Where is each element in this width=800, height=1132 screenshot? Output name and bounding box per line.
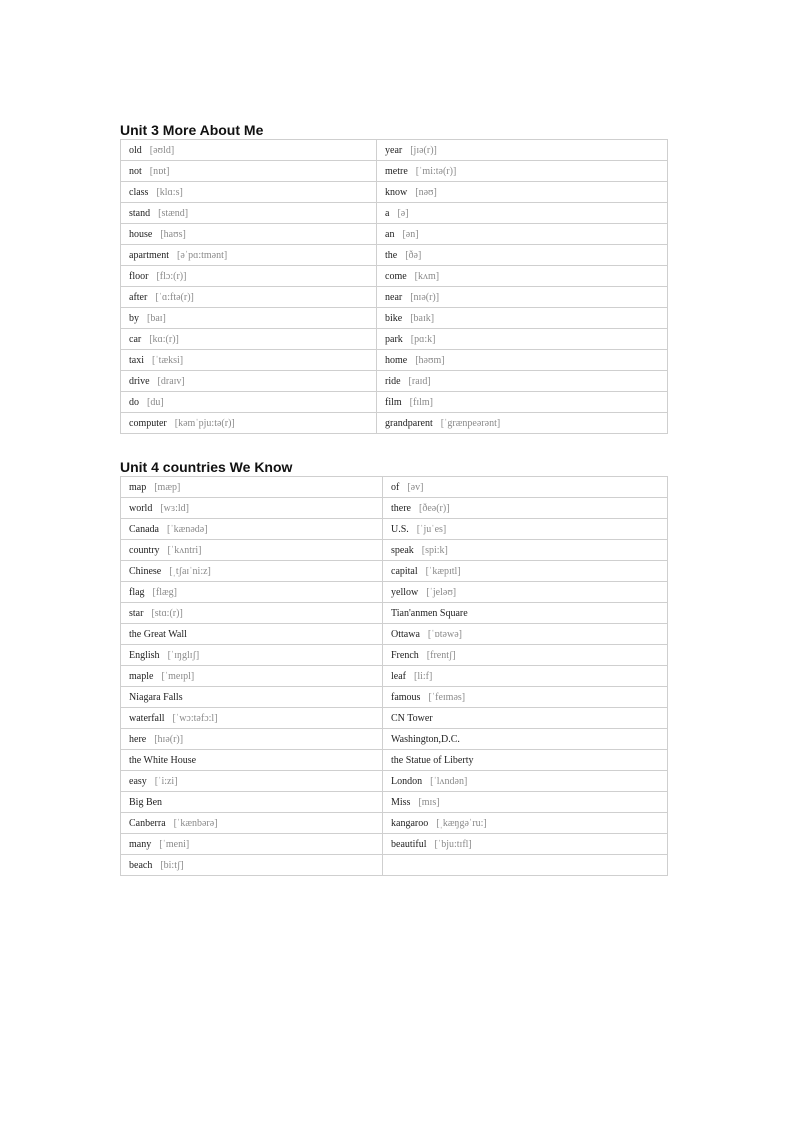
vocab-cell xyxy=(383,855,668,876)
vocab-cell xyxy=(121,329,377,350)
vocab-phonetic: [əv] xyxy=(407,481,424,493)
vocab-word: grandparent xyxy=(385,417,433,429)
vocab-word: star xyxy=(129,607,144,619)
vocab-cell xyxy=(121,203,377,224)
vocab-cell xyxy=(377,224,668,245)
vocab-cell xyxy=(121,161,377,182)
vocab-phonetic: [ˈɒtəwə] xyxy=(427,628,462,640)
vocab-phonetic: [ən] xyxy=(402,228,419,240)
vocab-phonetic: [ˌkæŋgəˈru:] xyxy=(436,817,487,829)
vocab-phonetic: [ˈmi:tə(r)] xyxy=(415,165,457,177)
vocab-phonetic: [haʊs] xyxy=(160,228,186,240)
vocab-cell xyxy=(377,140,668,161)
vocab-phonetic: [flæg] xyxy=(152,586,177,598)
vocab-word: map xyxy=(129,481,147,493)
vocab-word: class xyxy=(129,186,149,198)
vocab-cell xyxy=(383,603,668,624)
vocab-phonetic: [stɑ:(r)] xyxy=(151,607,183,619)
vocab-cell xyxy=(121,392,377,413)
vocab-cell xyxy=(377,266,668,287)
vocab-word: Ottawa xyxy=(391,628,420,640)
vocab-word: maple xyxy=(129,670,154,682)
vocab-phonetic: [ˈlʌndən] xyxy=(430,775,468,787)
vocab-word: CN Tower xyxy=(391,712,433,724)
vocab-cell xyxy=(121,266,377,287)
vocab-phonetic: [li:f] xyxy=(414,670,433,682)
vocab-cell xyxy=(121,834,383,855)
vocab-word: floor xyxy=(129,270,149,282)
unit4-section xyxy=(120,458,667,876)
vocab-cell xyxy=(383,582,668,603)
vocab-cell xyxy=(121,413,377,434)
vocab-word: Tian'anmen Square xyxy=(391,607,468,619)
vocab-word: drive xyxy=(129,375,150,387)
vocab-cell xyxy=(383,771,668,792)
vocab-word: world xyxy=(129,502,153,514)
table-row xyxy=(121,477,668,498)
vocab-phonetic: [əʊld] xyxy=(149,144,175,156)
vocab-word: Washington,D.C. xyxy=(391,733,460,745)
vocab-cell xyxy=(121,140,377,161)
table-row xyxy=(121,834,668,855)
vocab-word: country xyxy=(129,544,160,556)
vocab-cell xyxy=(121,287,377,308)
vocab-word: do xyxy=(129,396,139,408)
vocab-cell xyxy=(377,413,668,434)
vocab-cell xyxy=(383,498,668,519)
vocab-cell xyxy=(121,687,383,708)
table-row xyxy=(121,266,668,287)
vocab-word: Canberra xyxy=(129,817,166,829)
vocab-cell xyxy=(383,813,668,834)
vocab-phonetic: [mɪs] xyxy=(418,796,440,808)
vocab-word: famous xyxy=(391,691,421,703)
vocab-word: there xyxy=(391,502,411,514)
vocab-word: near xyxy=(385,291,403,303)
vocab-word: ride xyxy=(385,375,401,387)
vocab-cell xyxy=(383,708,668,729)
vocab-word: the Great Wall xyxy=(129,628,187,640)
vocab-word: beach xyxy=(129,859,153,871)
vocab-word: film xyxy=(385,396,402,408)
vocab-word: easy xyxy=(129,775,147,787)
vocab-phonetic: [baɪk] xyxy=(410,312,435,324)
vocab-cell xyxy=(121,771,383,792)
vocab-cell xyxy=(383,624,668,645)
vocab-phonetic: [ˈmeni] xyxy=(159,838,190,850)
vocab-cell xyxy=(121,308,377,329)
table-row xyxy=(121,308,668,329)
table-row xyxy=(121,687,668,708)
vocab-phonetic: [ˈkænbərə] xyxy=(173,817,218,829)
table-row xyxy=(121,245,668,266)
vocab-word: an xyxy=(385,228,395,240)
vocab-word: London xyxy=(391,775,423,787)
vocab-cell xyxy=(121,603,383,624)
unit3-section xyxy=(120,121,667,434)
vocab-cell xyxy=(121,540,383,561)
vocab-word: stand xyxy=(129,207,151,219)
vocab-cell xyxy=(121,645,383,666)
vocab-cell xyxy=(377,287,668,308)
vocab-word: metre xyxy=(385,165,408,177)
vocab-word: bike xyxy=(385,312,403,324)
table-row xyxy=(121,140,668,161)
vocab-phonetic: [nɒt] xyxy=(149,165,170,177)
vocab-cell xyxy=(377,392,668,413)
table-row xyxy=(121,666,668,687)
vocab-phonetic: [ˈkʌntri] xyxy=(167,544,202,556)
table-row xyxy=(121,771,668,792)
vocab-word: the xyxy=(385,249,398,261)
vocab-word: yellow xyxy=(391,586,419,598)
vocab-phonetic: [nɪə(r)] xyxy=(410,291,440,303)
vocab-phonetic: [hɪə(r)] xyxy=(154,733,184,745)
vocab-phonetic: [ˈwɔ:təfɔ:l] xyxy=(172,712,218,724)
vocab-word: kangaroo xyxy=(391,817,429,829)
vocab-cell xyxy=(121,498,383,519)
unit3-vocab-table xyxy=(120,139,668,434)
vocab-word: flag xyxy=(129,586,145,598)
vocab-cell xyxy=(121,519,383,540)
vocab-cell xyxy=(121,245,377,266)
vocab-phonetic: [ə] xyxy=(397,207,409,219)
vocab-phonetic: [kəmˈpju:tə(r)] xyxy=(174,417,235,429)
vocab-phonetic: [ˈɑ:ftə(r)] xyxy=(155,291,194,303)
vocab-cell xyxy=(121,477,383,498)
table-row xyxy=(121,708,668,729)
vocab-cell xyxy=(377,161,668,182)
vocab-phonetic: [fɪlm] xyxy=(409,396,433,408)
vocab-cell xyxy=(383,666,668,687)
vocab-cell xyxy=(383,519,668,540)
vocab-word: come xyxy=(385,270,407,282)
vocab-phonetic: [frentʃ] xyxy=(426,649,456,661)
vocab-phonetic: [ˈkænədə] xyxy=(167,523,208,535)
vocab-phonetic: [du] xyxy=(147,396,164,408)
vocab-phonetic: [mæp] xyxy=(154,481,181,493)
table-row xyxy=(121,371,668,392)
table-row xyxy=(121,287,668,308)
vocab-word: know xyxy=(385,186,408,198)
vocab-word: many xyxy=(129,838,152,850)
table-row xyxy=(121,161,668,182)
vocab-word: computer xyxy=(129,417,167,429)
vocab-cell xyxy=(383,792,668,813)
table-row xyxy=(121,413,668,434)
vocab-phonetic: [həʊm] xyxy=(415,354,445,366)
vocab-word: the Statue of Liberty xyxy=(391,754,474,766)
vocab-cell xyxy=(121,708,383,729)
vocab-cell xyxy=(383,687,668,708)
vocab-cell xyxy=(383,834,668,855)
vocab-cell xyxy=(121,582,383,603)
vocab-phonetic: [draɪv] xyxy=(157,375,185,387)
table-row xyxy=(121,813,668,834)
vocab-phonetic: [spi:k] xyxy=(421,544,448,556)
vocab-word: old xyxy=(129,144,142,156)
table-row xyxy=(121,855,668,876)
vocab-word: Niagara Falls xyxy=(129,691,183,703)
table-row xyxy=(121,792,668,813)
vocab-phonetic: [klɑ:s] xyxy=(156,186,183,198)
table-row xyxy=(121,750,668,771)
vocab-cell xyxy=(377,203,668,224)
vocab-phonetic: [əˈpɑ:tmənt] xyxy=(176,249,228,261)
table-row xyxy=(121,203,668,224)
vocab-phonetic: [ˈi:zi] xyxy=(154,775,178,787)
vocab-phonetic: [ˈkæpɪtl] xyxy=(425,565,461,577)
table-row xyxy=(121,329,668,350)
vocab-phonetic: [ˈtæksi] xyxy=(152,354,184,366)
vocab-word: Canada xyxy=(129,523,159,535)
vocab-word: beautiful xyxy=(391,838,427,850)
vocab-phonetic: [ðeə(r)] xyxy=(419,502,450,514)
table-row xyxy=(121,182,668,203)
table-row xyxy=(121,392,668,413)
vocab-cell xyxy=(383,750,668,771)
vocab-word: here xyxy=(129,733,147,745)
vocab-word: French xyxy=(391,649,419,661)
table-row xyxy=(121,224,668,245)
vocab-cell xyxy=(377,350,668,371)
vocab-word: English xyxy=(129,649,160,661)
vocab-cell xyxy=(377,182,668,203)
vocab-word: house xyxy=(129,228,153,240)
vocab-cell xyxy=(383,645,668,666)
vocab-cell xyxy=(121,624,383,645)
vocab-word: speak xyxy=(391,544,414,556)
vocab-cell xyxy=(377,308,668,329)
vocab-cell xyxy=(121,182,377,203)
vocab-phonetic: [flɔ:(r)] xyxy=(156,270,187,282)
vocab-word: U.S. xyxy=(391,523,409,535)
vocab-phonetic: [ˌtʃaɪˈni:z] xyxy=(169,565,211,577)
vocab-cell xyxy=(121,224,377,245)
vocab-word: park xyxy=(385,333,403,345)
vocab-word: the White House xyxy=(129,754,197,766)
vocab-word: Chinese xyxy=(129,565,162,577)
vocab-cell xyxy=(121,729,383,750)
vocab-word: of xyxy=(391,481,400,493)
vocab-cell xyxy=(383,477,668,498)
vocab-phonetic: [jɪə(r)] xyxy=(410,144,437,156)
vocab-cell xyxy=(121,666,383,687)
unit4-vocab-table xyxy=(120,476,668,876)
table-row xyxy=(121,540,668,561)
vocab-cell xyxy=(121,561,383,582)
vocab-phonetic: [ðə] xyxy=(405,249,422,261)
vocab-cell xyxy=(121,350,377,371)
table-row xyxy=(121,645,668,666)
vocab-word: leaf xyxy=(391,670,406,682)
unit4-title: Unit 4 countries We Know xyxy=(120,459,293,475)
table-row xyxy=(121,582,668,603)
vocab-word: capital xyxy=(391,565,418,577)
vocab-phonetic: [ˈgrænpeərənt] xyxy=(440,417,501,429)
vocab-word: taxi xyxy=(129,354,144,366)
vocab-word: not xyxy=(129,165,142,177)
vocab-phonetic: [bi:tʃ] xyxy=(160,859,184,871)
vocab-phonetic: [ˈjuˈes] xyxy=(416,523,447,535)
vocab-cell xyxy=(383,540,668,561)
vocab-word: Big Ben xyxy=(129,796,163,808)
vocab-cell xyxy=(377,329,668,350)
vocab-phonetic: [ˈfeɪməs] xyxy=(428,691,466,703)
table-row xyxy=(121,519,668,540)
vocab-cell xyxy=(121,813,383,834)
vocab-cell xyxy=(377,371,668,392)
vocab-phonetic: [kʌm] xyxy=(414,270,440,282)
vocab-cell xyxy=(377,245,668,266)
vocab-word: year xyxy=(385,144,403,156)
table-row xyxy=(121,498,668,519)
vocab-cell xyxy=(121,371,377,392)
vocab-cell xyxy=(383,729,668,750)
table-row xyxy=(121,561,668,582)
vocab-cell xyxy=(121,855,383,876)
vocab-phonetic: [wɜ:ld] xyxy=(160,502,189,514)
vocab-phonetic: [nəʊ] xyxy=(415,186,437,198)
vocab-phonetic: [ˈɪŋglɪʃ] xyxy=(167,649,200,661)
vocab-phonetic: [raɪd] xyxy=(408,375,431,387)
table-row xyxy=(121,603,668,624)
vocab-cell xyxy=(383,561,668,582)
vocab-word: car xyxy=(129,333,142,345)
vocab-word: after xyxy=(129,291,148,303)
vocab-phonetic: [pɑ:k] xyxy=(410,333,436,345)
vocab-phonetic: [ˈbju:tɪfl] xyxy=(434,838,472,850)
vocab-phonetic: [ˈjeləʊ] xyxy=(426,586,457,598)
vocab-word: a xyxy=(385,207,390,219)
vocab-word: waterfall xyxy=(129,712,165,724)
unit3-title: Unit 3 More About Me xyxy=(120,122,264,138)
vocab-word: apartment xyxy=(129,249,169,261)
vocab-phonetic: [baɪ] xyxy=(147,312,166,324)
vocab-phonetic: [kɑ:(r)] xyxy=(149,333,179,345)
vocab-word: Miss xyxy=(391,796,411,808)
vocab-word: by xyxy=(129,312,139,324)
vocab-word: home xyxy=(385,354,408,366)
vocab-phonetic: [stænd] xyxy=(158,207,189,219)
table-row xyxy=(121,624,668,645)
vocab-cell xyxy=(121,750,383,771)
vocab-phonetic: [ˈmeɪpl] xyxy=(161,670,195,682)
table-row xyxy=(121,729,668,750)
vocab-cell xyxy=(121,792,383,813)
table-row xyxy=(121,350,668,371)
